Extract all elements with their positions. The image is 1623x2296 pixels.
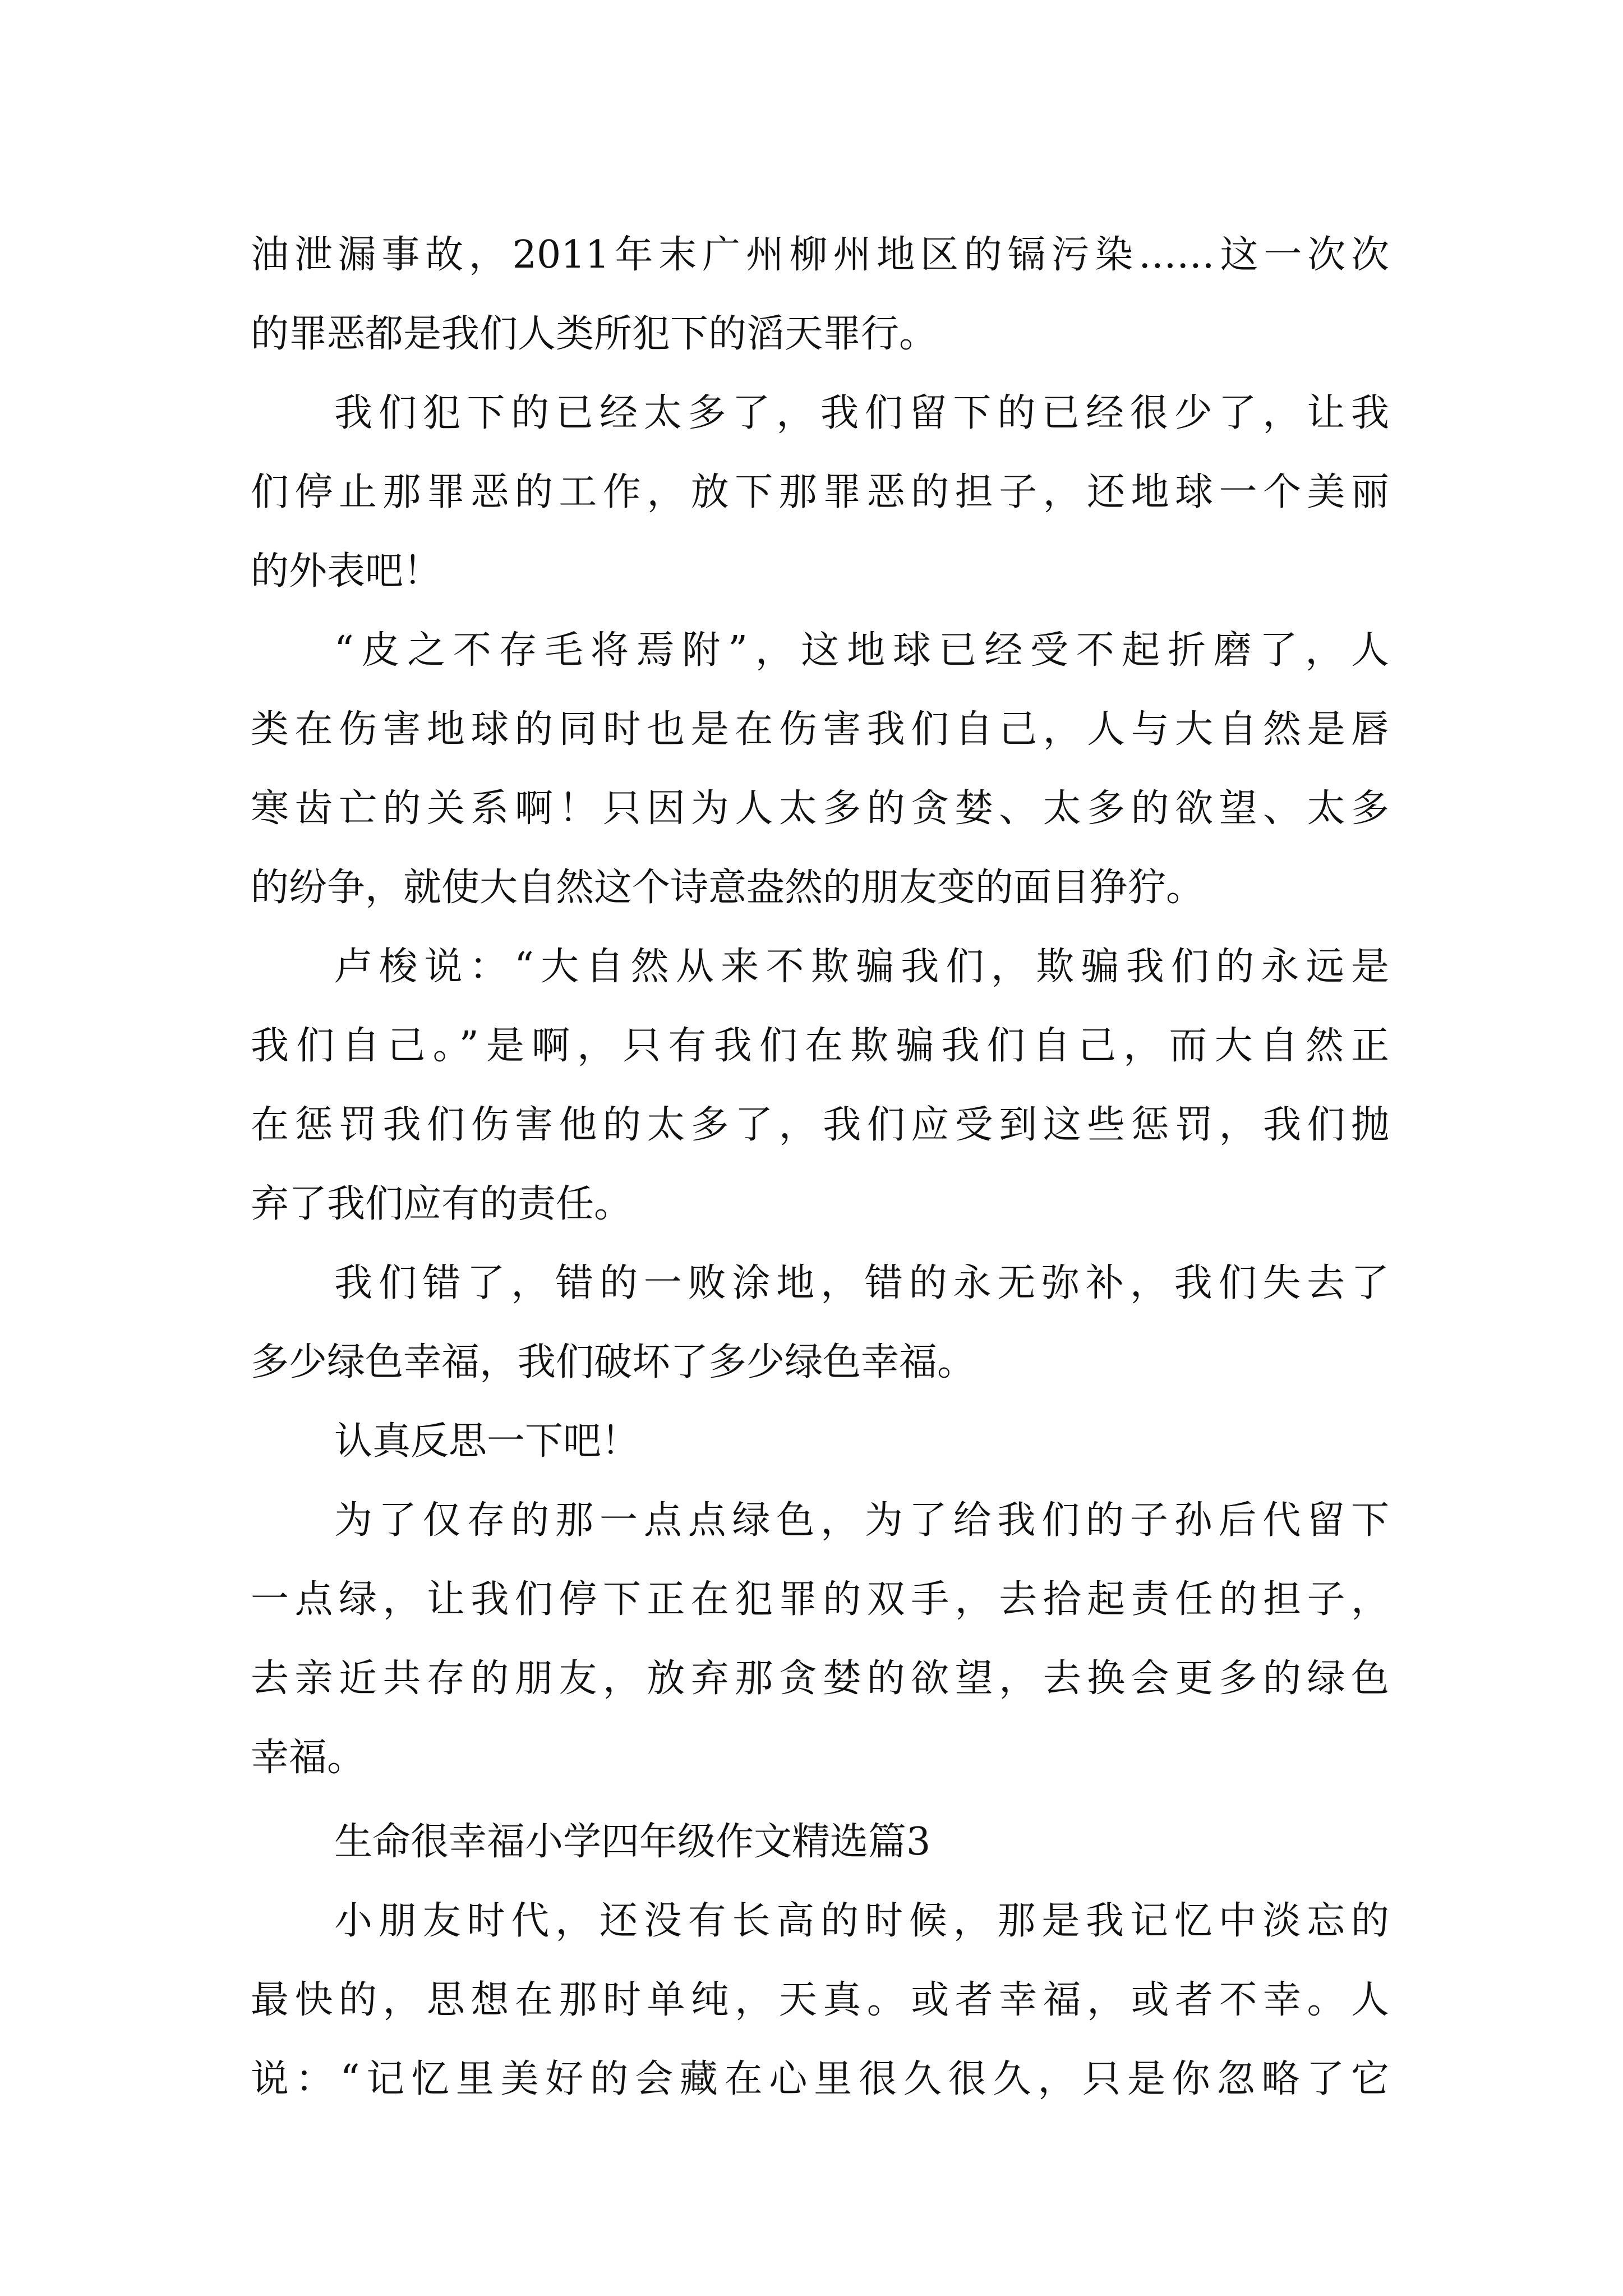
text-line: 幸福。 [251, 1736, 366, 1780]
text-line: 的罪恶都是我们人类所犯下的滔天罪行。 [251, 312, 938, 356]
text-line: 的外表吧！ [251, 549, 442, 593]
text-line: 弃了我们应有的责任。 [251, 1182, 633, 1226]
text-line: 油泄漏事故，2011年末广州柳州地区的镉污染……这一次次 [251, 233, 1389, 277]
text-line: 类在伤害地球的同时也是在伤害我们自己，人与大自然是唇 [251, 707, 1389, 752]
text-line: 的纷争，就使大自然这个诗意盎然的朋友变的面目狰狞。 [251, 866, 1205, 910]
document-body [251, 215, 1389, 2119]
paragraph-first-line: 小朋友时代，还没有长高的时候，那是我记忆中淡忘的 [334, 1899, 1389, 1943]
paragraph-first-line: 认真反思一下吧！ [334, 1419, 640, 1464]
section-heading: 生命很幸福小学四年级作文精选篇3 [334, 1820, 931, 1864]
text-line: 寒齿亡的关系啊！只因为人太多的贪婪、太多的欲望、太多 [251, 786, 1389, 831]
text-line: 一点绿，让我们停下正在犯罪的双手，去拾起责任的担子， [251, 1577, 1389, 1622]
text-line: 在惩罚我们伤害他的太多了，我们应受到这些惩罚，我们抛 [251, 1103, 1389, 1147]
paragraph-first-line: 为了仅存的那一点点绿色，为了给我们的子孙后代留下 [334, 1498, 1389, 1543]
text-line: 们停止那罪恶的工作，放下那罪恶的担子，还地球一个美丽 [251, 470, 1389, 514]
paragraph-first-line: 我们错了，错的一败涂地，错的永无弥补，我们失去了 [334, 1261, 1389, 1305]
text-line: 多少绿色幸福，我们破坏了多少绿色幸福。 [251, 1340, 976, 1384]
text-line: 我们自己。”是啊，只有我们在欺骗我们自己，而大自然正 [251, 1024, 1389, 1068]
paragraph-first-line: “皮之不存毛将焉附”，这地球已经受不起折磨了，人 [334, 628, 1389, 673]
text-line: 说：“记忆里美好的会藏在心里很久很久，只是你忽略了它 [251, 2057, 1389, 2101]
text-line: 去亲近共存的朋友，放弃那贪婪的欲望，去换会更多的绿色 [251, 1657, 1389, 1701]
paragraph-first-line: 卢梭说：“大自然从来不欺骗我们，欺骗我们的永远是 [334, 945, 1389, 989]
text-line: 最快的，思想在那时单纯，天真。或者幸福，或者不幸。人 [251, 1978, 1389, 2022]
paragraph-first-line: 我们犯下的已经太多了，我们留下的已经很少了，让我 [334, 391, 1389, 435]
